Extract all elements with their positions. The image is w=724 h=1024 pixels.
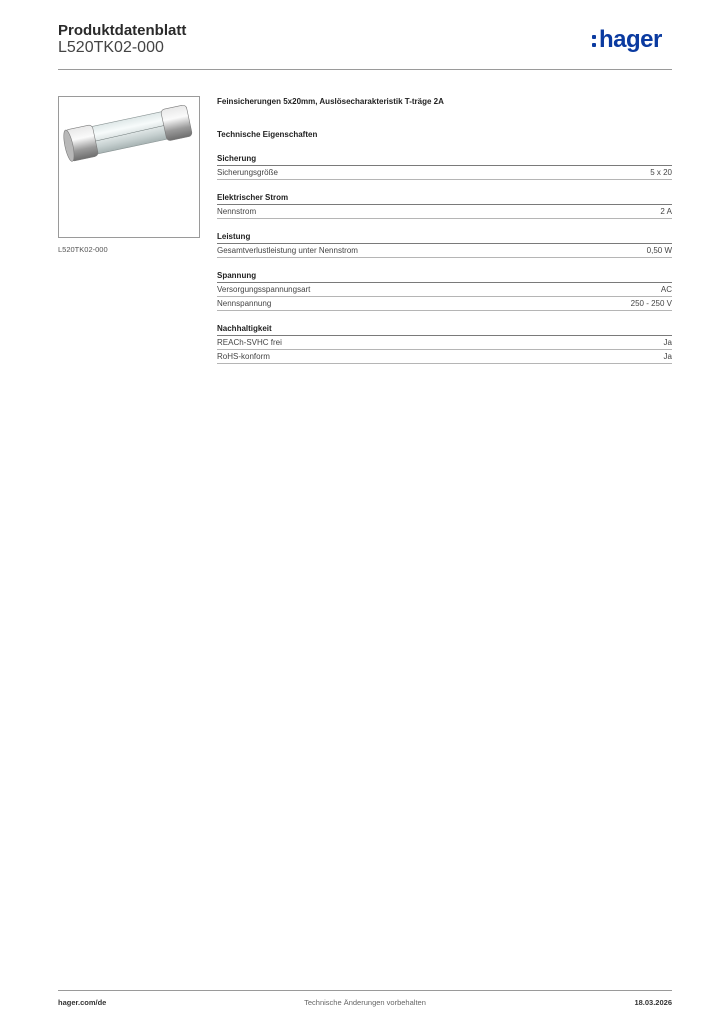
spec-label: REACh-SVHC frei [217,338,282,347]
footer-notice: Technische Änderungen vorbehalten [304,998,426,1007]
image-caption: L520TK02-000 [58,245,108,254]
spec-row [217,336,672,350]
group-title: Leistung [217,231,672,244]
footer-website: hager.com/de [58,998,107,1007]
spec-label: Gesamtverlustleistung unter Nennstrom [217,246,358,255]
spec-value: 5 x 20 [650,168,672,177]
product-image [58,96,200,238]
spec-label: Versorgungsspannungsart [217,285,311,294]
product-description: Feinsicherungen 5x20mm, Auslösecharakteristik T-träge 2A [217,97,444,106]
spec-value: Ja [663,338,672,347]
spec-value: AC [660,285,672,294]
spec-value: Ja [663,352,672,361]
group-title: Spannung [217,270,672,283]
footer-date: 18.03.2026 [634,998,672,1007]
spec-row [217,166,672,180]
fuse-icon [59,97,199,237]
spec-value: 250 - 250 V [630,299,672,308]
document-title: Produktdatenblatt [58,22,187,39]
page-header [58,22,672,70]
spec-label: RoHS-konform [217,352,270,361]
spec-label: Nennspannung [217,299,272,308]
spec-row [217,283,672,297]
product-content [217,96,672,364]
group-title: Nachhaltigkeit [217,323,672,336]
spec-group-nachhaltigkeit [217,323,672,364]
product-code: L520TK02-000 [58,39,164,56]
page-footer [58,990,672,1010]
spec-row [217,350,672,364]
logo-dots-icon [592,35,597,49]
spec-value: 0,50 W [646,246,672,255]
logo-text: hager [599,26,662,53]
group-title: Elektrischer Strom [217,192,672,205]
spec-value: 2 A [660,207,672,216]
spec-group-spannung [217,270,672,311]
spec-row [217,205,672,219]
group-title: Sicherung [217,153,672,166]
spec-label: Nennstrom [217,207,257,216]
spec-row [217,244,672,258]
section-title: Technische Eigenschaften [217,130,318,139]
spec-label: Sicherungsgröße [217,168,278,177]
spec-group-elektrischer-strom [217,192,672,219]
spec-group-sicherung [217,153,672,180]
hager-logo [592,27,672,53]
spec-group-leistung [217,231,672,258]
spec-row [217,297,672,311]
